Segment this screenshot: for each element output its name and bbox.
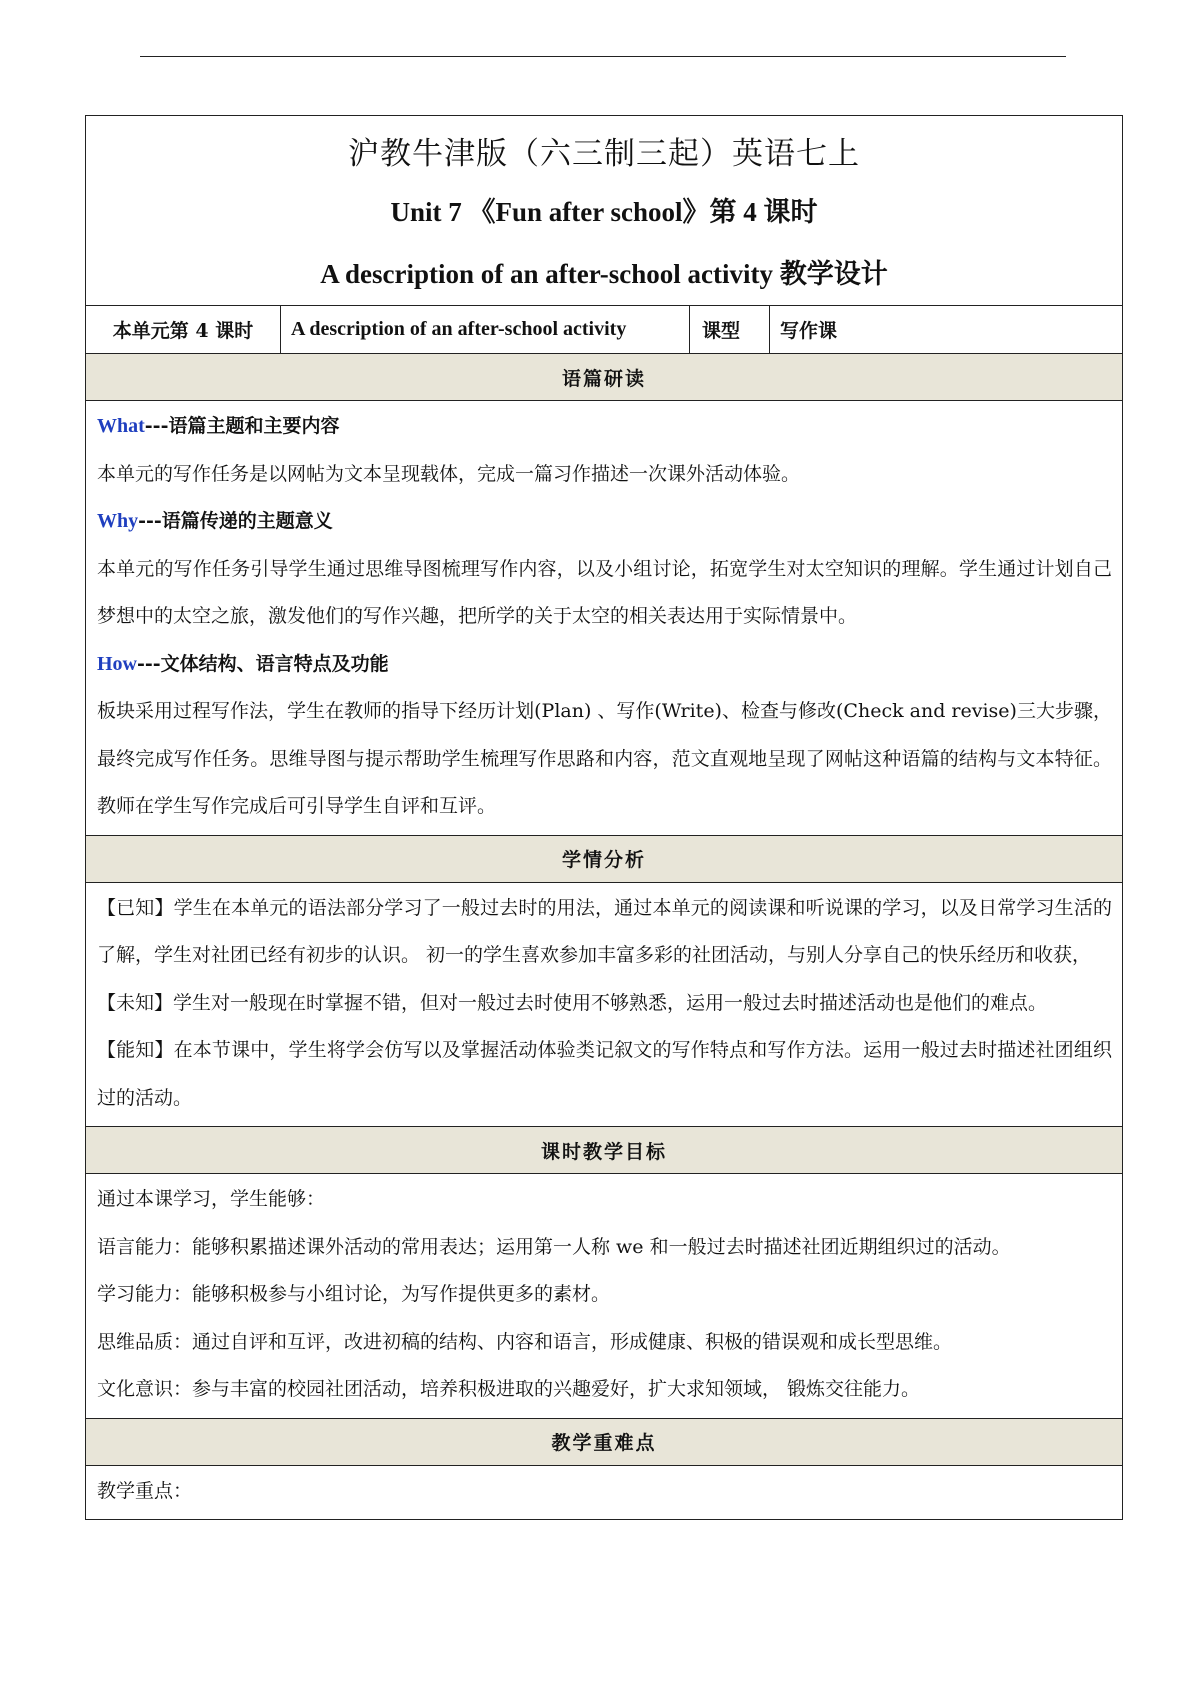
how-title: ---文体结构、语言特点及功能 xyxy=(137,652,389,675)
objectives-intro: 通过本课学习，学生能够： xyxy=(97,1188,326,1210)
why-text: 本单元的写作任务引导学生通过思维导图梳理写作内容，以及小组讨论，拓宽学生对太空知识的理解。学生通过计划自己梦想中的太空之旅，激发他们的写作兴趣，把所学的关于太空的相关表达用于实际情景中。 xyxy=(97,557,1112,627)
how-keyword: How xyxy=(97,652,137,675)
lesson-number: 本单元第 4 课时 xyxy=(86,306,281,353)
why-title: ---语篇传递的主题意义 xyxy=(138,510,333,532)
objective-thinking: 思维品质：通过自评和互评，改进初稿的结构、内容和语言，形成健康、积极的错误观和成长型思维。 xyxy=(97,1330,953,1353)
section-heading-learner: 学情分析 xyxy=(86,836,1122,883)
what-text: 本单元的写作任务是以网帖为文本呈现载体，完成一篇习作描述一次课外活动体验。 xyxy=(97,462,801,485)
lesson-topic: A description of an after-school activity xyxy=(281,306,690,353)
section-heading-text-study: 语篇研读 xyxy=(86,354,1122,401)
objective-language: 语言能力：能够积累描述课外活动的常用表达；运用第一人称 we 和一般过去时描述社团近期组织过的活动。 xyxy=(97,1235,1011,1258)
what-subheading xyxy=(97,403,1112,451)
section-objectives xyxy=(86,1174,1122,1419)
objective-culture: 文化意识：参与丰富的校园社团活动，培养积极进取的兴趣爱好，扩大求知领域， 锻炼交往能力。 xyxy=(97,1378,921,1400)
unknown-text: 【未知】学生对一般现在时掌握不错，但对一般过去时使用不够熟悉，运用一般过去时描述活动也是他们的难点。 xyxy=(97,991,1048,1014)
how-subheading xyxy=(97,641,1112,689)
title-block xyxy=(86,116,1122,306)
lesson-meta-row xyxy=(86,306,1122,354)
doc-title: 沪教牛津版（六三制三起）英语七上 xyxy=(348,136,860,172)
lesson-type-label: 课型 xyxy=(690,306,770,353)
lesson-type-value: 写作课 xyxy=(780,320,838,342)
how-text: 板块采用过程写作法，学生在教师的指导下经历计划(Plan) 、写作(Write)、检查与修改(Check and revise)三大步骤，最终完成写作任务。思维导图与提示帮助学生梳理写作思路和内容，范文直观地呈现了网帖这种语篇的结构与文本特征。教师在学生写作完成后可引导学生自评和互评。 xyxy=(97,700,1112,817)
page-header-rule xyxy=(140,56,1066,57)
lesson-plan-table xyxy=(85,115,1123,1520)
why-keyword: Why xyxy=(97,510,139,532)
teaching-focus: 教学重点： xyxy=(97,1479,193,1502)
what-keyword: What xyxy=(97,415,145,437)
section-heading-objectives: 课时教学目标 xyxy=(86,1127,1122,1174)
capable-text: 【能知】在本节课中，学生将学会仿写以及掌握活动体验类记叙文的写作特点和写作方法。运用一般过去时描述社团组织过的活动。 xyxy=(97,1039,1112,1109)
section-heading-key-points: 教学重难点 xyxy=(86,1419,1122,1466)
known-text: 【已知】学生在本单元的语法部分学习了一般过去时的用法，通过本单元的阅读课和听说课的学习，以及日常学习生活的了解，学生对社团已经有初步的认识。 初一的学生喜欢参加丰富多彩的社团活动，与别人分享自己的快乐经历和收获， xyxy=(97,896,1112,966)
objective-learning: 学习能力：能够积极参与小组讨论，为写作提供更多的素材。 xyxy=(97,1283,611,1305)
what-title: ---语篇主题和主要内容 xyxy=(144,415,340,437)
section-key-points xyxy=(86,1466,1122,1520)
doc-subtitle: A description of an after-school activity 教学设计 xyxy=(320,259,888,289)
section-learner-analysis xyxy=(86,883,1122,1128)
section-text-study xyxy=(86,401,1122,836)
doc-unit-title: Unit 7 《Fun after school》第 4 课时 xyxy=(390,197,818,227)
why-subheading xyxy=(97,498,1112,546)
